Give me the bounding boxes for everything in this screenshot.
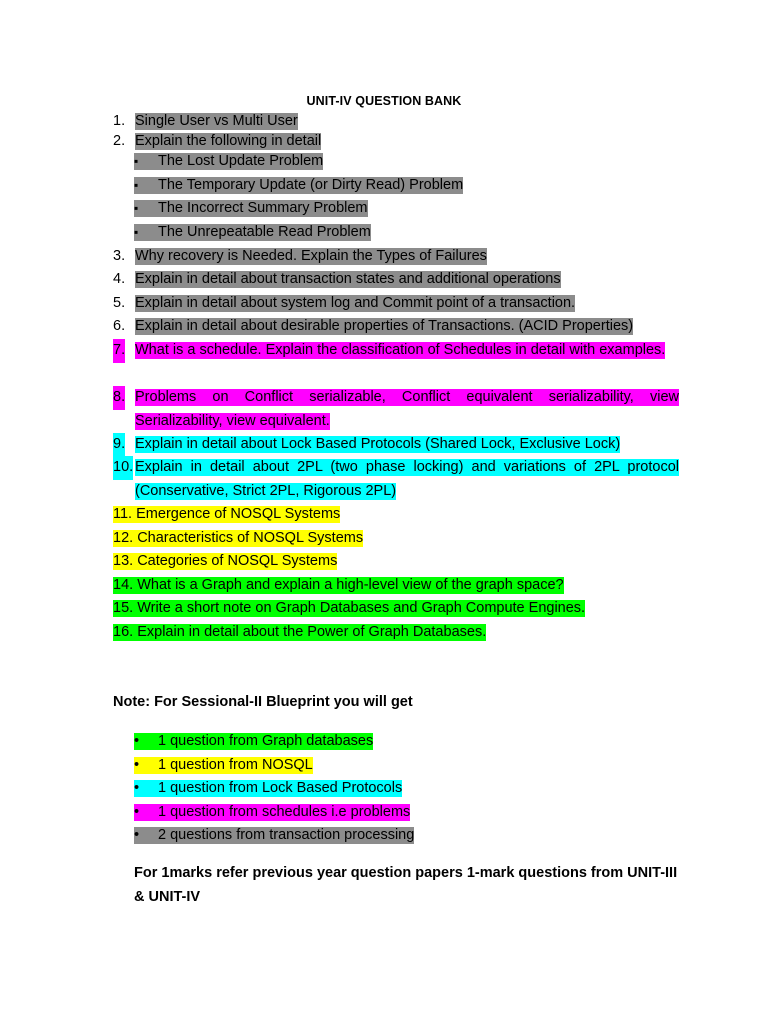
question-number: 4.: [113, 271, 126, 287]
question-item: [113, 574, 679, 598]
sub-item: [134, 197, 368, 221]
question-item: [113, 621, 679, 645]
question-item: [113, 503, 679, 527]
question-number: 9.: [113, 433, 125, 457]
question-item: [113, 597, 679, 621]
sub-item: [134, 150, 323, 174]
sub-item-text: The Unrepeatable Read Problem: [158, 224, 371, 240]
question-number: 6.: [113, 318, 126, 334]
question-number: 15.: [113, 600, 134, 616]
blueprint-item-text: 1 question from NOSQL: [158, 757, 313, 773]
question-number: 10.: [113, 456, 133, 480]
question-number: 5.: [113, 295, 126, 311]
question-item: [113, 527, 679, 551]
question-number: 1.: [113, 113, 126, 129]
question-number: 2.: [113, 133, 126, 149]
question-number: 14.: [113, 577, 134, 593]
blueprint-note-heading: Note: For Sessional-II Blueprint you will get: [113, 694, 413, 710]
question-text: Single User vs Multi User: [135, 113, 298, 129]
blueprint-item: [134, 754, 313, 778]
blueprint-item-text: 1 question from schedules i.e problems: [158, 804, 411, 820]
sub-item: [134, 174, 463, 198]
question-text: Explain in detail about desirable properties of Transactions. (ACID Properties): [135, 318, 634, 334]
blueprint-item-text: 1 question from Graph databases: [158, 733, 374, 749]
blueprint-item: [134, 824, 414, 848]
blueprint-item: [134, 730, 373, 754]
question-item: [113, 456, 679, 503]
question-number: 11.: [113, 506, 133, 522]
question-text: Explain in detail about Lock Based Protocols (Shared Lock, Exclusive Lock): [135, 436, 621, 452]
question-text: Characteristics of NOSQL Systems: [137, 530, 364, 546]
question-text: Why recovery is Needed. Explain the Types of Failures: [135, 248, 487, 264]
sub-item-text: The Lost Update Problem: [158, 153, 324, 169]
question-text: Explain in detail about system log and Commit point of a transaction.: [135, 295, 576, 311]
blueprint-item: [134, 777, 402, 801]
question-item: [113, 339, 679, 363]
question-number: 7.: [113, 339, 125, 363]
sub-item: [134, 221, 371, 245]
question-item: [113, 292, 679, 316]
blueprint-item: [134, 801, 410, 825]
bullet-icon: •: [134, 733, 140, 749]
question-item: [113, 550, 679, 574]
question-text: What is a Graph and explain a high-level view of the graph space?: [137, 577, 564, 593]
question-number: 13.: [113, 553, 134, 569]
page-title: UNIT-IV QUESTION BANK: [306, 94, 462, 108]
question-item: [113, 386, 679, 433]
question-text: Explain in detail about 2PL (two phase locking) and variations of 2PL protocol (Conservative, Strict 2PL, Rigorous 2PL): [135, 459, 679, 499]
bullet-icon: •: [134, 827, 140, 843]
question-text: Categories of NOSQL Systems: [137, 553, 338, 569]
question-number: 3.: [113, 248, 126, 264]
question-text: Write a short note on Graph Databases and Graph Compute Engines.: [137, 600, 586, 616]
square-bullet-icon: ▪: [134, 178, 139, 192]
question-number: 8.: [113, 386, 125, 410]
sub-item-text: The Temporary Update (or Dirty Read) Problem: [158, 177, 464, 193]
question-text: Explain in detail about transaction states and additional operations: [135, 271, 561, 287]
bullet-icon: •: [134, 804, 140, 820]
question-text: Problems on Conflict serializable, Conflict equivalent serializability, view Serializability, view equivalent.: [135, 389, 679, 429]
square-bullet-icon: ▪: [134, 201, 139, 215]
square-bullet-icon: ▪: [134, 154, 139, 168]
question-number: 12.: [113, 530, 134, 546]
question-text: Emergence of NOSQL Systems: [136, 506, 341, 522]
question-number: 16.: [113, 624, 134, 640]
question-text: Explain the following in detail: [135, 133, 322, 149]
square-bullet-icon: ▪: [134, 225, 139, 239]
bullet-icon: •: [134, 757, 140, 773]
question-text: What is a schedule. Explain the classification of Schedules in detail with examples.: [135, 342, 666, 358]
question-item: [113, 433, 679, 457]
bullet-icon: •: [134, 780, 140, 796]
blueprint-item-text: 2 questions from transaction processing: [158, 827, 415, 843]
sub-item-text: The Incorrect Summary Problem: [158, 200, 368, 216]
question-item: [113, 268, 679, 292]
question-item: [113, 315, 679, 339]
blueprint-item-text: 1 question from Lock Based Protocols: [158, 780, 403, 796]
one-mark-note: For 1marks refer previous year question papers 1-mark questions from UNIT-III & UNIT-IV: [134, 865, 678, 905]
question-item: [113, 245, 679, 269]
question-text: Explain in detail about the Power of Graph Databases.: [137, 624, 487, 640]
